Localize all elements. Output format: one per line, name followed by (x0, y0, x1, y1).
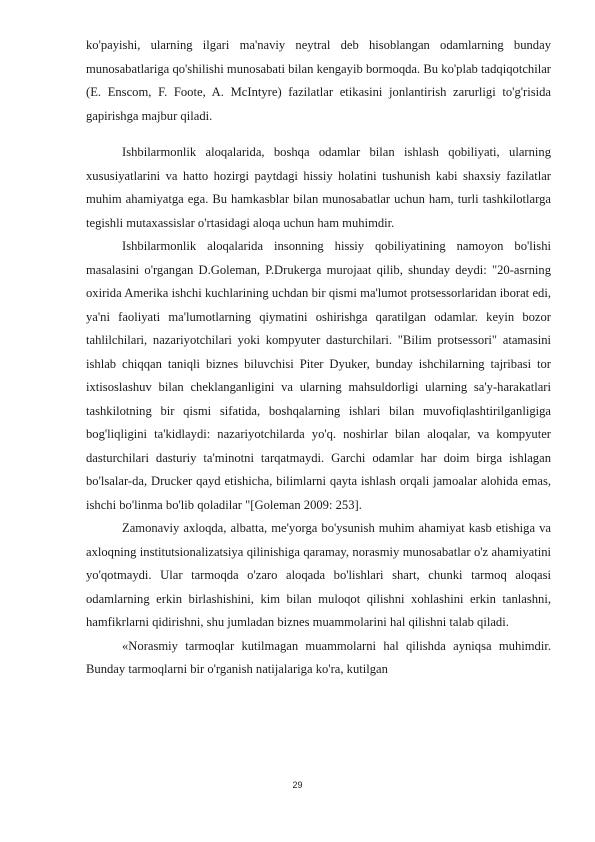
paragraph-continuation: ko'payishi, ularning ilgari ma'naviy neytral deb hisoblangan odamlarning bunday munosabatlariga qo'shilishi munosabati bilan kengayib bormoqda. Bu ko'plab tadqiqotchilar (E. Enscom, F. Foote, A. McIntyre) fazilatlar etikasini jonlantirish zarurligi to'g'risida gapirishga majbur qiladi. (86, 38, 551, 123)
paragraph: Ishbilarmonlik aloqalarida, boshqa odamlar bilan ishlash qobiliyati, ularning xususiyatlarini va hatto hozirgi paytdagi hissiy holatini tushunish kabi shaxsiy fazilatlar muhim ahamiyatga ega. Bu hamkasblar bilan munosabatlar uchun ham, turli tashkilotlarga tegishli mutaxassislar o'rtasidagi aloqa uchun ham muhimdir. (86, 145, 551, 230)
paragraph: Ishbilarmonlik aloqalarida insonning hissiy qobiliyatining namoyon bo'lishi masalasini o'rgangan D.Goleman, P.Drukerga murojaat qilib, shunday deydi: "20-asrning oxirida Amerika ishchi kuchlarining uchdan bir qismi ma'lumot protsessorlaridan iborat edi, ya'ni faoliyati ma'lumotlarning qiymatini oshirishga qaratilgan odamlar. keyin bozor tahlilchilari, nazariyotchilari yoki kompyuter dasturchilari. "Bilim protsessori" atamasini ishlab chiqqan taniqli biznes biluvchisi Piter Dyuker, bunday ishchilarning tajribasi tor ixtisoslashuv bilan cheklanganligini va ularning mahsuldorligi ularning sa'y-harakatlari tashkilotning bir qismi sifatida, boshqalarning ishlari bilan muvofiqlashtirilganligiga bog'liqligini ta'kidlaydi: nazariyotchilarda yo'q. noshirlar bilan aloqalar, va kompyuter dasturchilari dasturiy ta'minotni tarqatmaydi. Garchi odamlar har doim birga ishlagan bo'lsalar-da, Drucker qayd etishicha, bilimlarni qayta ishlash orqali jamoalar alohida emas, ishchi bo'linma bo'lib qoladilar "[Goleman 2009: 253]. (86, 239, 551, 512)
paragraph: Zamonaviy axloqda, albatta, me'yorga bo'ysunish muhim ahamiyat kasb etishiga va axloqning institutsionalizatsiya qilinishiga qaramay, norasmiy munosabatlar o'z ahamiyatini yo'qotmaydi. Ular tarmoqda o'zaro aloqada bo'lishlari shart, chunki tarmoq aloqasi odamlarning erkin birlashishini, kim bilan muloqot qilishni xohlashini erkin tanlashni, hamfikrlarni qidirishni, shu jumladan biznes muammolarini hal qilishni talab qiladi. (86, 521, 551, 629)
body-text (86, 34, 551, 682)
paragraph: «Norasmiy tarmoqlar kutilmagan muammolarni hal qilishda ayniqsa muhimdir. Bunday tarmoqlarni bir o'rganish natijalariga ko'ra, kutilgan (86, 638, 551, 676)
page-number: 29 (292, 780, 303, 790)
